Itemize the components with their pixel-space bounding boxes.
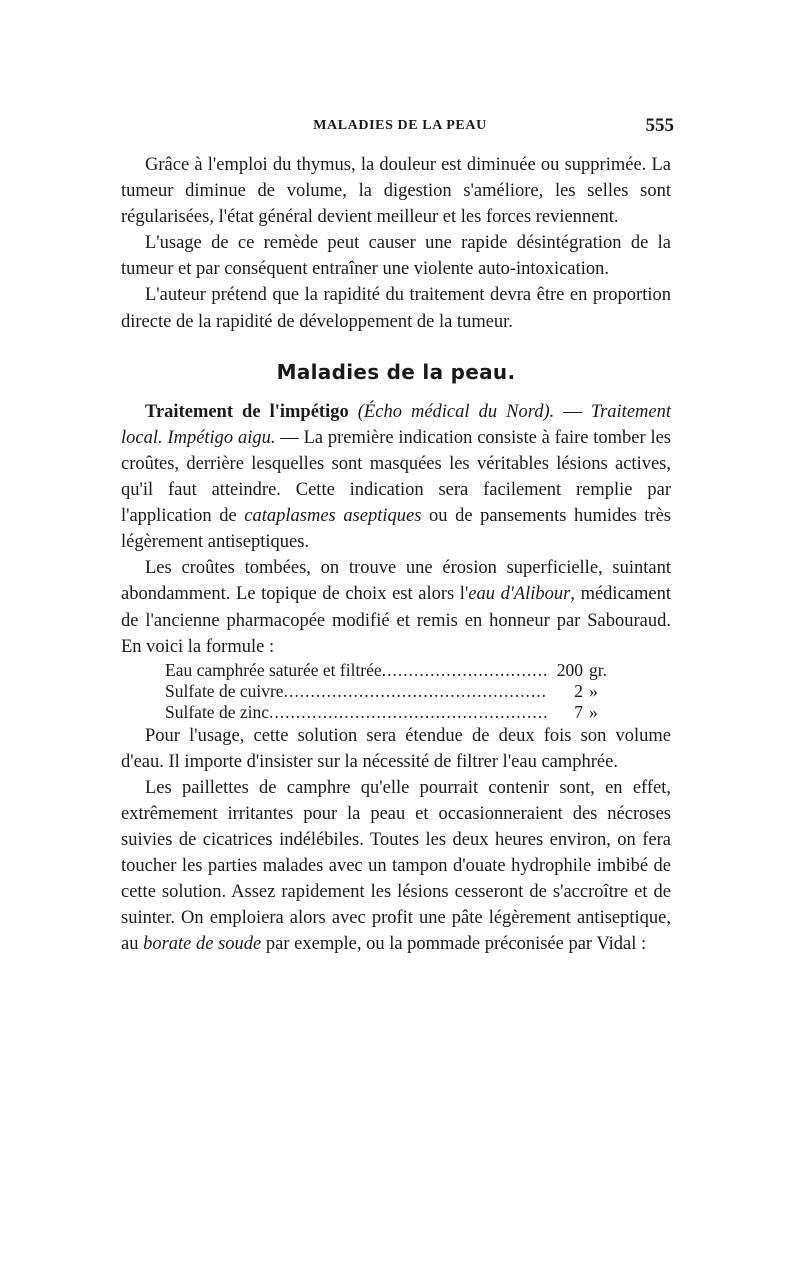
article-title: Traitement de l'impétigo [145,401,349,422]
article-p1-text: La première indication consiste à faire tomber les croûtes, derrière lesquelles sont masquées les véritables lésions actives, qu'il faut atteindre. Cette indication sera facilement remplie par l'application de [121,427,672,527]
article-p2-italic: eau d'Alibour [468,584,571,605]
article-p1-end: ou de pansements humides très légèrement antiseptiques. [121,506,671,553]
article-p4-end: par exemple, ou la pommade préconisée par Vidal : [265,934,647,955]
section-heading: Maladies de la peau. [276,359,516,384]
intro-paragraph-2: L'usage de ce remède peut causer une rapide désintégration de la tumeur et par conséquent entraîner une violente auto-intoxication. [121,233,671,280]
article-dash-1: — [554,401,591,422]
running-title: MALADIES DE LA PEAU [313,118,487,133]
article-subtitle-1: Traitement local. [121,401,671,448]
formula-row [165,660,621,681]
formula-quantity: 7 [574,701,583,722]
page-number: 555 [645,115,674,136]
formula-unit: » [589,680,598,701]
formula-leader-dots [284,681,547,702]
formula-ingredient: Eau camphrée saturée et filtrée [165,659,382,680]
page-body [121,152,671,958]
formula-unit: gr. [589,659,607,680]
article-paragraph-4 [121,775,671,958]
article-source: (Écho médical du Nord). [357,401,555,422]
article-p4-text: Les paillettes de camphre qu'elle pourrait contenir sont, en effet, extrêmement irritantes pour la peau et occasionneraient des nécroses suivies de cicatrices indélébiles. Toutes les deux heures environ, on fera toucher les parties malades avec un tampon d'ouate hydrophile imbibé de cette solution. Assez rapidement les lésions cesseront de s'accroître et de suinter. On emploiera alors avec profit une pâte légèrement antiseptique, au [121,777,671,955]
article-p4-italic: borate de soude [143,934,262,955]
formula-ingredient: Sulfate de zinc [165,701,269,722]
article-paragraph-1 [121,399,671,556]
intro-paragraph-3: L'auteur prétend que la rapidité du traitement devra être en proportion directe de la rapidité de développement de la tumeur. [121,285,671,332]
formula-row [165,681,621,702]
formula-quantity: 200 [556,659,583,680]
article-dash-2: — [275,427,304,448]
formula-table [165,660,621,723]
article-subtitle-2: Impétigo aigu. [167,427,276,448]
article-p1-italic: cataplasmes aseptiques [244,506,422,527]
page-header [120,112,680,142]
article-p2-end: , médicament de l'ancienne pharmacopée modifié et remis en honneur par Sabouraud. En voici la formule : [121,584,671,657]
formula-leader-dots [382,660,547,681]
article-p2-text: Les croûtes tombées, on trouve une érosion superficielle, suintant abondamment. Le topique de choix est alors l' [121,558,671,605]
formula-row [165,702,621,723]
formula-unit: » [589,701,598,722]
intro-paragraph-1: Grâce à l'emploi du thymus, la douleur est diminuée ou supprimée. La tumeur diminue de volume, la digestion s'améliore, les selles sont régularisées, l'état général devient meilleur et les forces reviennent. [121,155,671,228]
article-paragraph-2 [121,555,671,659]
formula-quantity: 2 [574,680,583,701]
formula-ingredient: Sulfate de cuivre [165,680,284,701]
formula-leader-dots [269,702,547,723]
article-paragraph-3: Pour l'usage, cette solution sera étendue de deux fois son volume d'eau. Il importe d'insister sur la nécessité de filtrer l'eau camphrée. [121,725,671,772]
